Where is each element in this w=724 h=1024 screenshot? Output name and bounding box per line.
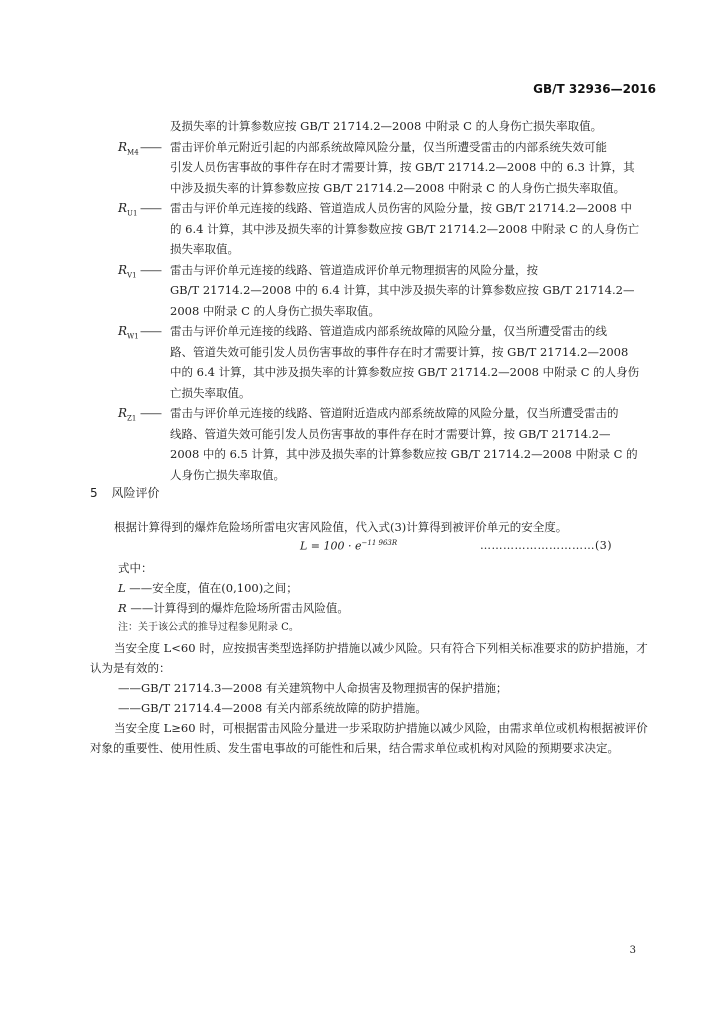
definition-text: GB/T 21714.2—2008 中的 6.4 计算，其中涉及损失率的计算参数应按 GB/T 21714.2— [170, 283, 635, 297]
definition-item: $R_{U1}$ —— 雷击与评价单元连接的线路、管道造成人员伤害的风险分量，按 GB/T 21714.2—2008 中 的 6.4 计算，其中涉及损失率的计算参数应按 GB/T 21714.2—2008 中附录 C 的人身伤亡 损失率取值。 [118, 198, 658, 260]
definition-symbol: $R_{U1}$ [118, 201, 138, 218]
definition-text: 雷击与评价单元连接的线路、管道造成评价单元物理损害的风险分量，按 [170, 262, 538, 277]
standard-number: GB/T 32936—2016 [533, 82, 656, 96]
definition-item [118, 116, 658, 137]
page-number: 3 [629, 945, 636, 956]
note: 注：关于该公式的推导过程参见附录 C。 [118, 622, 299, 633]
definition-symbol: $R_{W1}$ [118, 324, 139, 341]
definition-text: 2008 中附录 C 的人身伤亡损失率取值。 [170, 303, 381, 318]
definition-text: 亡损失率取值。 [170, 385, 251, 400]
definition-text: 雷击与评价单元连接的线路、管道造成内部系统故障的风险分量，仅当所遭受雷击的线 [170, 324, 607, 338]
definition-item: $R_{V1}$ —— 雷击与评价单元连接的线路、管道造成评价单元物理损害的风险分量，按 GB/T 21714.2—2008 中的 6.4 计算，其中涉及损失率的计算参数应按 GB/T 21714.2— 2008 中附录 C 的人身伤亡损失率取值。 [118, 260, 658, 322]
definition-item: $R_{W1}$ —— 雷击与评价单元连接的线路、管道造成内部系统故障的风险分量，仅当所遭受雷击的线 路、管道失效可能引发人员伤害事故的事件存在时才需要计算，按 GB/T 21714.2—2008 中的 6.4 计算，其中涉及损失率的计算参数应按 GB/T 21714.2—2008 中附录 C 的人身伤 亡损失率取值。 [118, 321, 658, 403]
section-title: 风险评价 [111, 486, 160, 500]
equation-number: …………………………(3) [480, 539, 613, 552]
definition-text: 人身伤亡损失率取值。 [170, 467, 285, 482]
section-number: 5 [90, 486, 98, 500]
definition-text: 中涉及损失率的计算参数应按 GB/T 21714.2—2008 中附录 C 的人身伤亡损失率取值。 [170, 180, 626, 195]
definition-text: 的 6.4 计算，其中涉及损失率的计算参数应按 GB/T 21714.2—2008 中附录 C 的人身伤亡 [170, 221, 640, 236]
bullet-item: ——GB/T 21714.4—2008 有关内部系统故障的防护措施。 [118, 701, 427, 715]
variable-row: L ——安全度，值在(0,100)之间； [118, 581, 298, 595]
intro-paragraph: 根据计算得到的爆炸危险场所雷电灾害风险值，代入式(3)计算得到被评价单元的安全度。 [114, 520, 568, 534]
definition-text: 引发人员伤害事故的事件存在时才需要计算，按 GB/T 21714.2—2008 中的 6.3 计算，其 [170, 160, 635, 174]
definition-text: 2008 中的 6.5 计算，其中涉及损失率的计算参数应按 GB/T 21714.2—2008 中附录 C 的 [170, 447, 638, 461]
definitions-list [118, 116, 658, 485]
where-block [90, 558, 658, 758]
formula: $L = 100 \cdot e^{-11 963R}$ [300, 539, 398, 553]
definition-text: 中的 6.4 计算，其中涉及损失率的计算参数应按 GB/T 21714.2—2008 中附录 C 的人身伤 [170, 365, 640, 379]
paragraph: 当安全度 L<60 时，应按损害类型选择防护措施以减少风险。只有符合下列相关标准要求的防护措施，才认为是有效的： [90, 641, 648, 675]
definition-text: 线路、管道失效可能引发人员伤害事故的事件存在时才需要计算，按 GB/T 21714.2— [170, 426, 611, 441]
definition-symbol: $R_{M4}$ [118, 139, 139, 156]
definition-text: 及损失率的计算参数应按 GB/T 21714.2—2008 中附录 C 的人身伤亡损失率取值。 [170, 119, 603, 133]
definition-item: $R_{Z1}$ —— 雷击与评价单元连接的线路、管道附近造成内部系统故障的风险分量，仅当所遭受雷击的 线路、管道失效可能引发人员伤害事故的事件存在时才需要计算，按 GB/T 21714.2— 2008 中的 6.5 计算，其中涉及损失率的计算参数应按 GB/T 21714.2—2008 中附录 C 的 人身伤亡损失率取值。 [118, 403, 658, 485]
definition-text: 雷击与评价单元连接的线路、管道造成人员伤害的风险分量，按 GB/T 21714.2—2008 中 [170, 201, 632, 215]
definition-text: 损失率取值。 [170, 242, 239, 256]
definition-symbol: $R_{V1}$ [118, 262, 137, 279]
definition-text: 雷击与评价单元连接的线路、管道附近造成内部系统故障的风险分量，仅当所遭受雷击的 [170, 406, 619, 420]
bullet-item: ——GB/T 21714.3—2008 有关建筑物中人命损害及物理损害的保护措施； [118, 681, 508, 695]
paragraph: 当安全度 L≥60 时，可根据雷击风险分量进一步采取防护措施以减少风险，由需求单位或机构根据被评价对象的重要性、使用性质、发生雷电事故的可能性和后果，结合需求单位或机构对风险的预期要求决定。 [90, 721, 648, 755]
variable-row: R ——计算得到的爆炸危险场所雷击风险值。 [118, 601, 349, 615]
definition-text: 路、管道失效可能引发人员伤害事故的事件存在时才需要计算，按 GB/T 21714.2—2008 [170, 344, 629, 359]
definition-item: $R_{M4}$ —— 雷击评价单元附近引起的内部系统故障风险分量，仅当所遭受雷击的内部系统失效可能 引发人员伤害事故的事件存在时才需要计算，按 GB/T 21714.2—2008 中的 6.3 计算，其 中涉及损失率的计算参数应按 GB/T 21714.2—2008 中附录 C 的人身伤亡损失率取值。 [118, 137, 658, 199]
where-label: 式中： [118, 561, 153, 575]
definition-text: 雷击评价单元附近引起的内部系统故障风险分量，仅当所遭受雷击的内部系统失效可能 [170, 139, 607, 154]
section-heading [90, 484, 159, 501]
definition-symbol: $R_{Z1}$ [118, 406, 137, 423]
